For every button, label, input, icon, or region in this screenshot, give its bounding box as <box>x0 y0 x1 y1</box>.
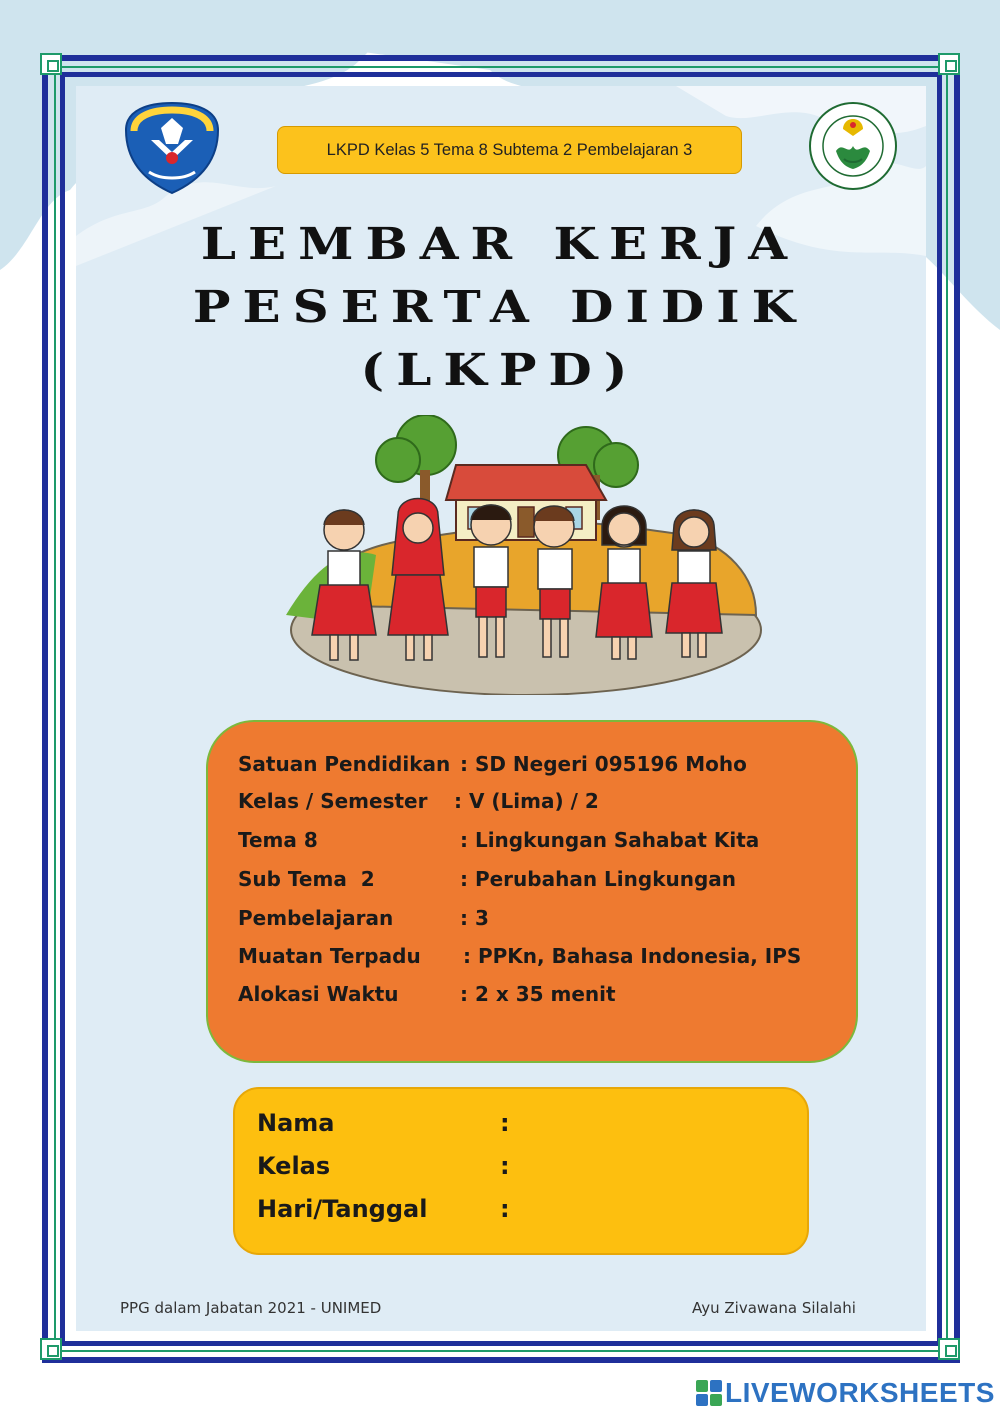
liveworksheets-logo-icon <box>696 1380 722 1406</box>
lesson-badge: LKPD Kelas 5 Tema 8 Subtema 2 Pembelajaran 3 <box>277 126 742 174</box>
student-colon: : <box>500 1152 510 1180</box>
title-line-1: LEMBAR KERJA <box>200 217 800 270</box>
student-colon: : <box>500 1109 510 1137</box>
frame-corner-top-left <box>40 53 62 75</box>
info-label: Muatan Terpadu <box>238 944 421 968</box>
frame-corner-bottom-right <box>938 1338 960 1360</box>
info-label: Satuan Pendidikan <box>238 752 451 776</box>
student-label: Hari/Tanggal <box>257 1195 428 1223</box>
info-label: Tema 8 <box>238 828 318 852</box>
student-colon: : <box>500 1195 510 1223</box>
title-line-2: PESERTA DIDIK <box>192 280 808 333</box>
frame-corner-top-right <box>938 53 960 75</box>
student-label: Kelas <box>257 1152 331 1180</box>
unimed-university-logo-icon <box>808 101 898 191</box>
student-row-nama[interactable] <box>257 1109 510 1137</box>
student-identity-box <box>233 1087 809 1255</box>
info-value: : 2 x 35 menit <box>460 982 616 1006</box>
school-children-illustration <box>286 415 766 695</box>
info-value: : Perubahan Lingkungan <box>460 867 737 891</box>
frame-corner-bottom-left <box>40 1338 62 1360</box>
info-label: Kelas / Semester <box>238 789 428 813</box>
student-row-hari-tanggal[interactable] <box>257 1195 510 1223</box>
liveworksheets-text: LIVEWORKSHEETS <box>725 1377 995 1408</box>
info-label: Alokasi Waktu <box>238 982 399 1006</box>
info-value: : PPKn, Bahasa Indonesia, IPS <box>463 944 802 968</box>
info-value: : V (Lima) / 2 <box>454 789 599 813</box>
footer-right: Ayu Zivawana Silalahi <box>692 1299 856 1317</box>
student-label: Nama <box>257 1109 335 1137</box>
tut-wuri-handayani-logo-icon <box>121 100 223 196</box>
footer-left: PPG dalam Jabatan 2021 - UNIMED <box>120 1299 382 1317</box>
info-value: : SD Negeri 095196 Moho <box>460 752 747 776</box>
info-value: : 3 <box>460 906 489 930</box>
info-label: Pembelajaran <box>238 906 394 930</box>
lesson-info-box <box>206 720 858 1063</box>
title-line-3: (LKPD) <box>360 343 640 396</box>
info-value: : Lingkungan Sahabat Kita <box>460 828 760 852</box>
liveworksheets-watermark[interactable] <box>696 1378 995 1408</box>
info-label: Sub Tema 2 <box>238 867 375 891</box>
student-row-kelas[interactable] <box>257 1152 510 1180</box>
